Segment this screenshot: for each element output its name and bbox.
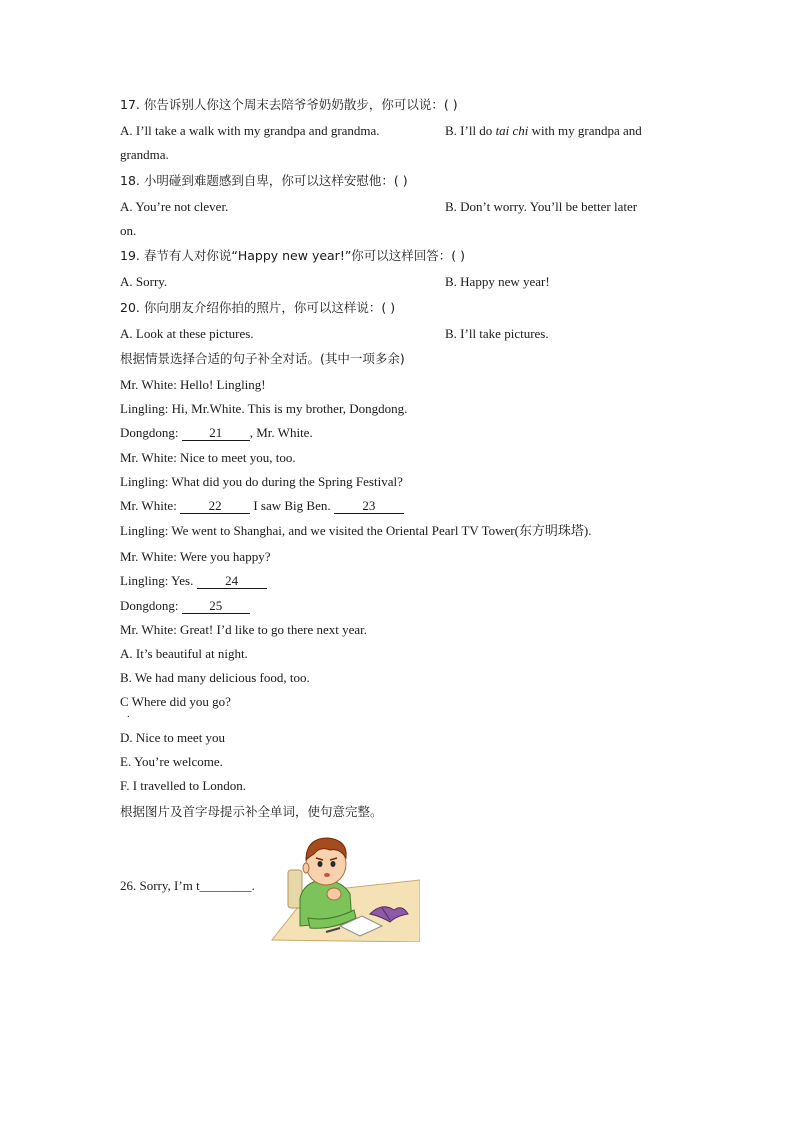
dialogue-line-1: Mr. White: Hello! Lingling! — [120, 377, 266, 392]
dialogue-line-11: Mr. White: Great! I’d like to go there next year. — [120, 622, 368, 637]
option-b-italic-term: tai chi — [495, 123, 529, 138]
question-18-stem: 18. 小明碰到难题感到自卑，你可以这样安慰他：( ) — [120, 173, 408, 188]
option-b-text-start: B. I’ll do — [445, 123, 496, 138]
dialogue-line-6 — [120, 498, 404, 514]
dialogue-line-7: Lingling: We went to Shanghai, and we visited the Oriental Pearl TV Tower(东方明珠塔). — [120, 523, 592, 538]
option-b-text-end: with my grandpa and — [528, 123, 642, 138]
dialogue-speaker: Dongdong: — [120, 425, 182, 440]
dialogue-line-2: Lingling: Hi, Mr.White. This is my brother, Dongdong. — [120, 401, 408, 416]
dialogue-line-4: Mr. White: Nice to meet you, too. — [120, 450, 296, 465]
question-26: 26. Sorry, I’m t________. — [120, 878, 255, 893]
question-19-option-b: B. Happy new year! — [445, 274, 550, 289]
question-20-stem: 20. 你向朋友介绍你拍的照片，你可以这样说：( ) — [120, 300, 396, 315]
option-a: A. It’s beautiful at night. — [120, 646, 248, 661]
option-c: C Where did you go? — [120, 694, 231, 709]
option-f: F. I travelled to London. — [120, 778, 247, 793]
question-19-stem: 19. 春节有人对你说“Happy new year!”你可以这样回答：( ) — [120, 248, 466, 263]
picture-instruction: 根据图片及首字母提示补全单词，使句意完整。 — [120, 804, 383, 819]
dialogue-text: , Mr. White. — [249, 425, 313, 440]
dialogue-speaker: Lingling: Yes. — [120, 573, 197, 588]
question-18-continuation: on. — [120, 223, 137, 238]
question-20-option-a: A. Look at these pictures. — [120, 326, 254, 341]
dialogue-line-8: Mr. White: Were you happy? — [120, 549, 271, 564]
option-c-dot: . — [127, 708, 130, 720]
dialogue-line-3 — [120, 425, 313, 441]
dialogue-text: I saw Big Ben. — [250, 498, 334, 513]
dialogue-speaker: Mr. White: — [120, 498, 181, 513]
question-20-option-b: B. I’ll take pictures. — [445, 326, 549, 341]
option-b: B. We had many delicious food, too. — [120, 670, 310, 685]
option-e: E. You’re welcome. — [120, 754, 223, 769]
dialogue-speaker: Dongdong: — [120, 598, 182, 613]
question-18-option-a: A. You’re not clever. — [120, 199, 229, 214]
blank-25[interactable]: 25 — [182, 599, 250, 614]
question-17-continuation: grandma. — [120, 147, 169, 162]
question-19-option-a: A. Sorry. — [120, 274, 168, 289]
question-17-option-b — [445, 123, 642, 139]
blank-21[interactable]: 21 — [182, 426, 250, 441]
dialogue-line-5: Lingling: What did you do during the Spring Festival? — [120, 474, 403, 489]
dialogue-line-9 — [120, 573, 267, 589]
question-17-option-a: A. I’ll take a walk with my grandpa and grandma. — [120, 123, 380, 138]
tired-boy-illustration — [270, 830, 420, 942]
blank-22[interactable]: 22 — [180, 499, 250, 514]
blank-24[interactable]: 24 — [197, 574, 267, 589]
option-d: D. Nice to meet you — [120, 730, 226, 745]
blank-23[interactable]: 23 — [334, 499, 404, 514]
question-17-stem: 17. 你告诉别人你这个周末去陪爷爷奶奶散步，你可以说：( ) — [120, 97, 458, 112]
dialogue-instruction: 根据情景选择合适的句子补全对话。(其中一项多余) — [120, 351, 405, 366]
question-18-option-b: B. Don’t worry. You’ll be better later — [445, 199, 638, 214]
dialogue-line-10 — [120, 598, 250, 614]
